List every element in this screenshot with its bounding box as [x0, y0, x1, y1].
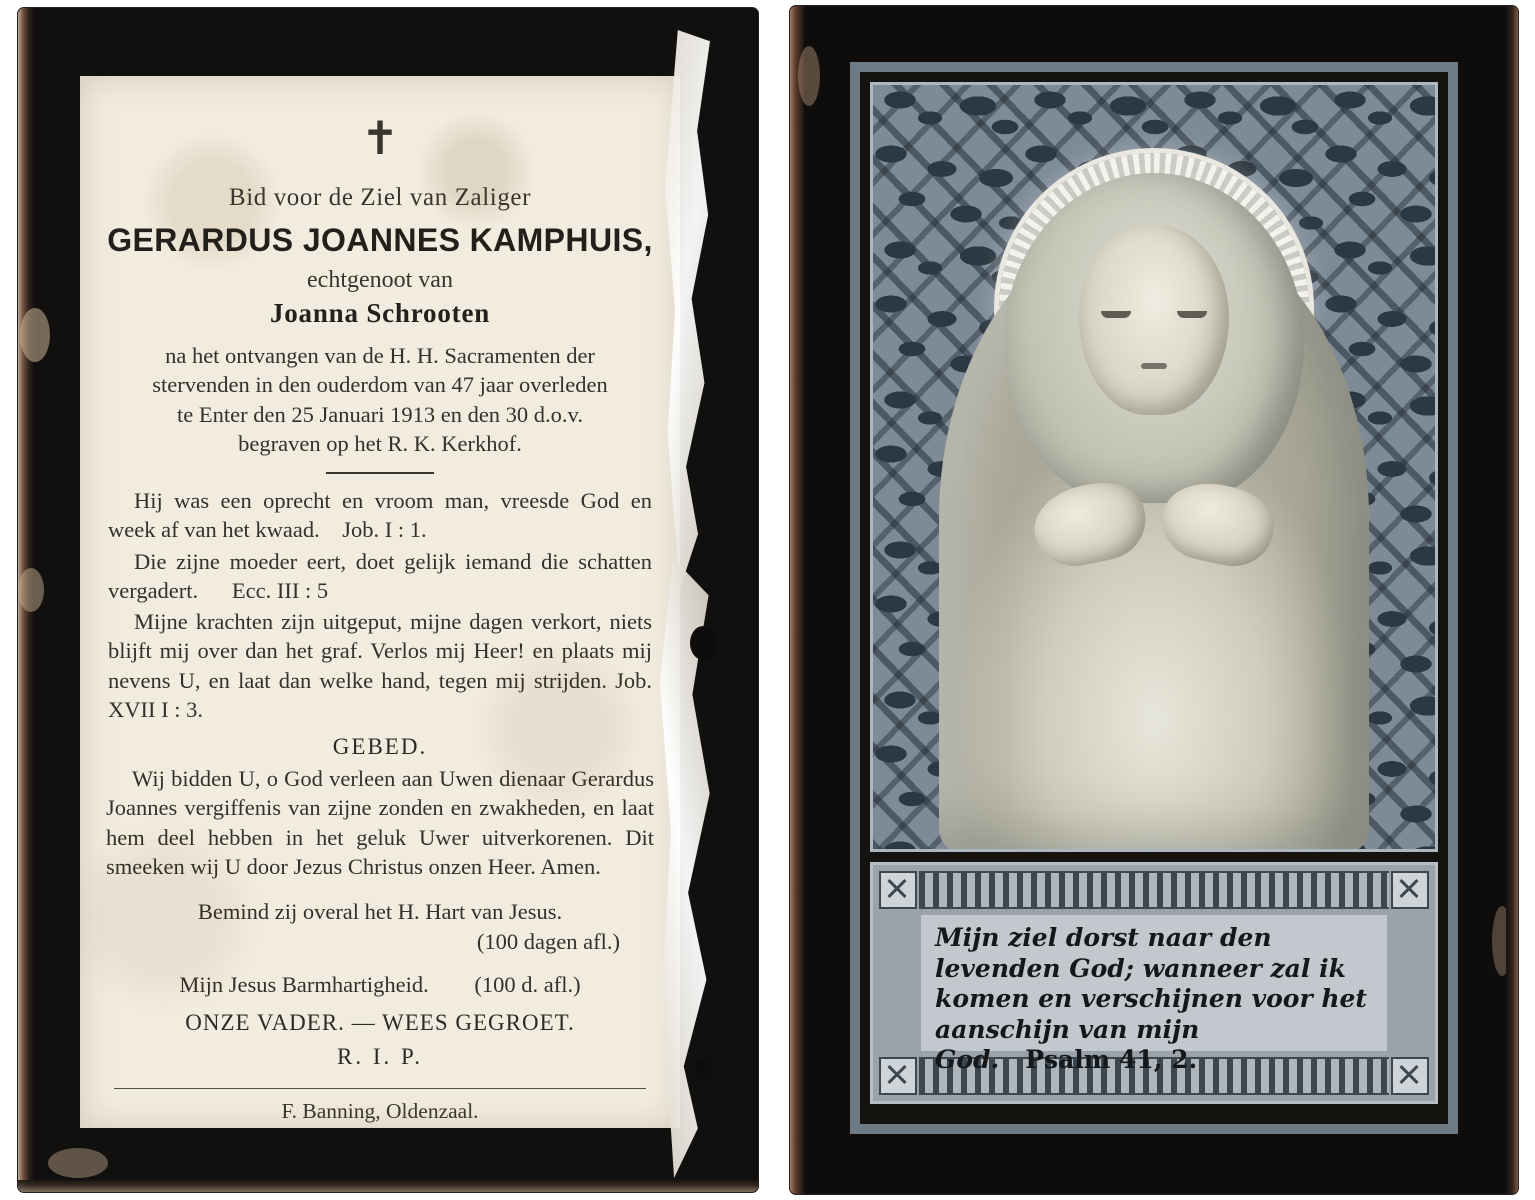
deceased-name: GERARDUS JOANNES KAMPHUIS, [107, 222, 653, 258]
death-details-line: stervenden in den ouderdom van 47 jaar overleden [152, 372, 608, 398]
left-card-paper [80, 76, 680, 1128]
spouse-name: Joanna Schrooten [269, 298, 491, 328]
death-details-line: te Enter den 25 Januari 1913 en den 30 d.o.v. [177, 401, 583, 427]
edge-wear [48, 1148, 108, 1178]
psalm-reference: Psalm 41, 2. [1025, 1045, 1198, 1074]
corner-ornament-icon [879, 871, 917, 909]
verse-item: Hij was een oprecht en vroom man, vreesde God en week af van het kwaad. Job. I : 1. [108, 488, 652, 543]
image-frame-outer [850, 62, 1458, 1134]
prayer-text: Wij bidden U, o God verleen aan Uwen dienaar Gerardus Joannes vergiffenis van zijne zonden en zwakheden, en laat hem deel hebben in het geluk Uwer uitverkorenen. Dit smeeken wij U door Jezus Christus onzen Heer. Amen. [106, 766, 654, 879]
indulgence-note: (100 d. afl.) [474, 972, 581, 998]
cross-icon: ✝ [360, 113, 400, 164]
indulgence-text: Bemind zij overal het H. Hart van Jesus. [197, 899, 563, 924]
indulgences [106, 897, 654, 1000]
hand-right [1155, 474, 1281, 574]
figure-face [1079, 225, 1229, 415]
death-details [106, 341, 654, 458]
hand-left [1027, 474, 1153, 574]
eye-right [1177, 311, 1207, 318]
crossed-hands [1034, 485, 1274, 575]
corner-ornament-icon [1391, 871, 1429, 909]
edge-wear [1492, 906, 1512, 976]
eye-left [1101, 311, 1131, 318]
ornament-band-top [919, 871, 1389, 909]
indulgence-text: Mijn Jesus Barmhartigheid. [179, 972, 429, 998]
corner-ornament-icon [879, 1057, 917, 1095]
death-details-line: na het ontvangen van de H. H. Sacramenten der [165, 343, 595, 368]
indulgence-note: (100 dagen afl.) [476, 928, 620, 954]
footer-divider [114, 1088, 646, 1089]
closing-prayers: ONZE VADER. — WEES GEGROET. [185, 1010, 575, 1036]
scripture-verses [106, 486, 654, 724]
caption-panel [870, 862, 1438, 1104]
printer-imprint: F. Banning, Oldenzaal. [281, 1099, 479, 1124]
edge-wear [18, 568, 44, 612]
right-card [790, 6, 1518, 1194]
virgin-mary-illustration [870, 82, 1438, 852]
verse-item: Mijne krachten zijn uitgeput, mijne dagen verkort, niets blijft mij over dan het graf. Verlos mij Heer! en plaats mij nevens U, en laat dan welke hand, tegen mij strijden. Job. XVII I : 3. [108, 609, 652, 722]
psalm-caption-text: Mijn ziel dorst naar den levenden God; wanneer zal ik komen en verschijnen voor het aanschijn van mijn God. [935, 923, 1367, 1074]
ink-blot [694, 1060, 712, 1082]
divider [326, 472, 434, 474]
intro-line: Bid voor de Ziel van Zaliger [228, 184, 532, 211]
mouth [1141, 363, 1167, 369]
death-details-line: begraven op het R. K. Kerkhof. [238, 430, 522, 456]
corner-ornament-icon [1391, 1057, 1429, 1095]
left-card [18, 8, 758, 1192]
image-frame-inner [860, 72, 1448, 1124]
spouse-prefix: echtgenoot van [307, 267, 453, 293]
prayer-heading: GEBED. [332, 734, 428, 759]
indulgence-row [106, 970, 654, 1000]
rip-line: R. I. P. [337, 1044, 423, 1070]
edge-wear [20, 308, 50, 362]
edge-wear [798, 46, 820, 106]
psalm-caption [921, 915, 1387, 1074]
verse-item: Die zijne moeder eert, doet gelijk iemand die schatten vergadert. Ecc. III : 5 [108, 548, 652, 603]
ink-blot [690, 626, 716, 660]
